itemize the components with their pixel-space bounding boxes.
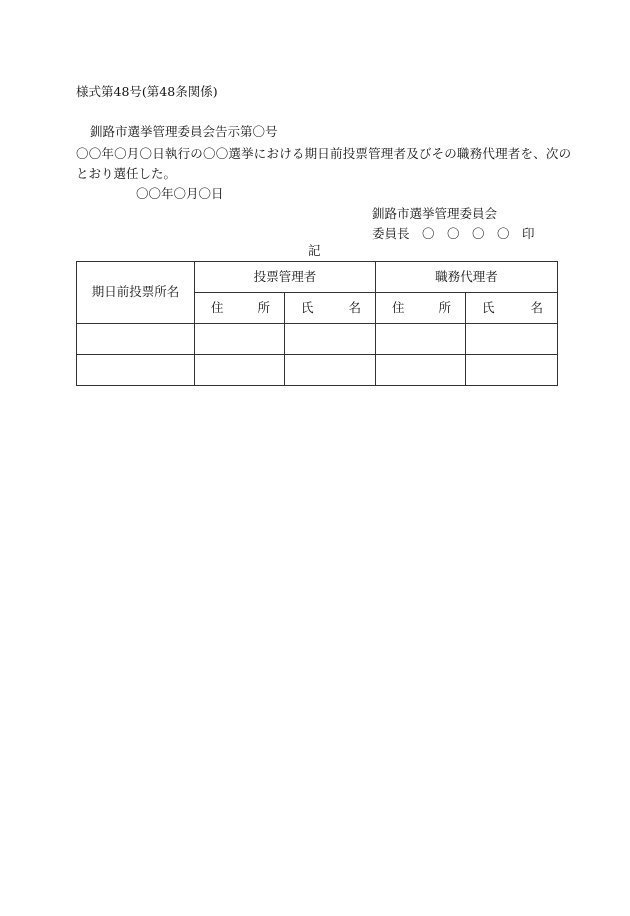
notice-body-line-2: とおり選任した。: [76, 166, 177, 181]
address-char-2: 所: [438, 299, 452, 315]
appointment-table: [76, 261, 558, 386]
table-cell: [376, 324, 466, 355]
name-char-1: 氏: [482, 299, 495, 315]
table-cell: [195, 355, 285, 386]
table-cell: [466, 355, 558, 386]
address-char-1: 住: [211, 299, 224, 315]
table-cell: [376, 355, 466, 386]
address-char-2: 所: [257, 299, 270, 315]
table-cell: [285, 355, 376, 386]
committee-name: 釧路市選挙管理委員会: [372, 206, 498, 221]
manager-name-header: [285, 293, 376, 324]
table-cell: [77, 324, 195, 355]
table-header-row: [77, 262, 558, 293]
chairman-signature-line: 委員長 〇 〇 〇 〇 印: [372, 226, 535, 241]
polling-place-header: 期日前投票所名: [77, 262, 195, 324]
name-char-2: 名: [348, 299, 362, 315]
table-cell: [466, 324, 558, 355]
address-char-1: 住: [392, 299, 405, 315]
name-char-2: 名: [530, 299, 544, 315]
notice-body-line-1: 〇〇年〇月〇日執行の〇〇選挙における期日前投票管理者及びその職務代理者を、次の: [76, 146, 572, 161]
manager-address-header: [195, 293, 285, 324]
table-cell: [195, 324, 285, 355]
name-char-1: 氏: [301, 299, 314, 315]
table-row: [77, 355, 558, 386]
deputy-header: 職務代理者: [376, 262, 558, 293]
notice-date: 〇〇年〇月〇日: [136, 186, 224, 201]
ki-heading: 記: [308, 243, 321, 258]
notice-number: 釧路市選挙管理委員会告示第〇号: [90, 124, 278, 139]
table-row: [77, 324, 558, 355]
form-number: 様式第48号(第48条関係): [76, 84, 218, 99]
deputy-address-header: [376, 293, 466, 324]
deputy-name-header: [466, 293, 558, 324]
table-cell: [77, 355, 195, 386]
manager-header: 投票管理者: [195, 262, 376, 293]
table-cell: [285, 324, 376, 355]
